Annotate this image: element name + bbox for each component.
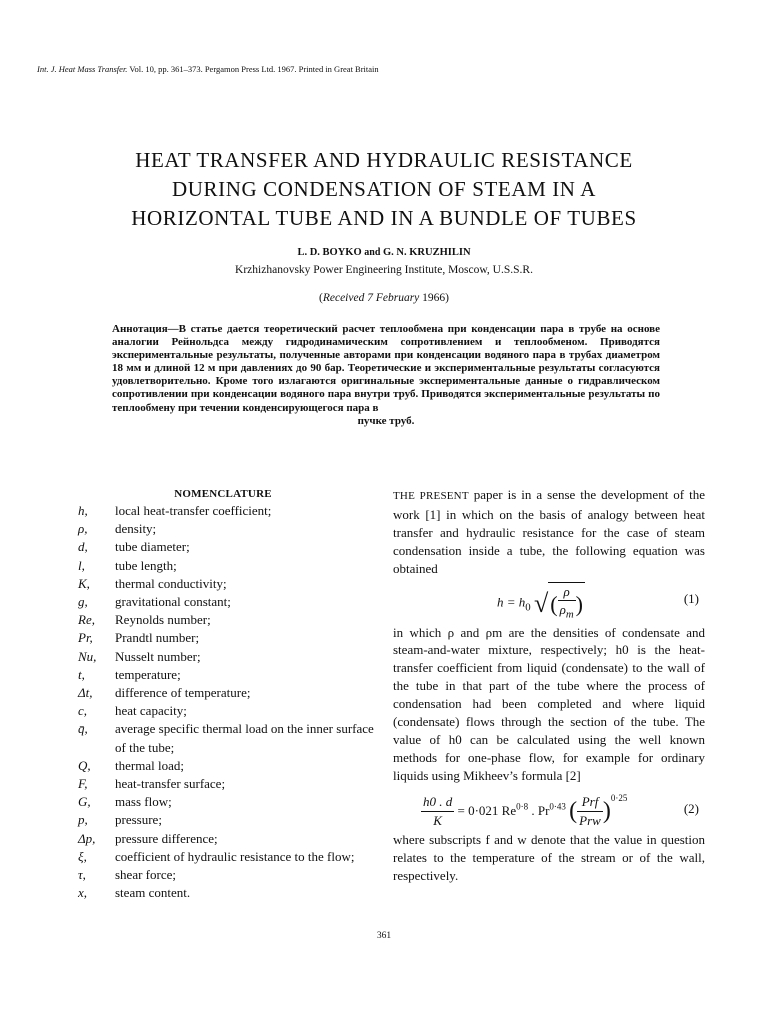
nomenclature-item	[78, 520, 378, 538]
nomenclature-symbol: Re,	[78, 612, 95, 628]
nomenclature-symbol: F,	[78, 776, 88, 792]
nomenclature-definition: thermal conductivity;	[115, 575, 227, 591]
nomenclature-item	[78, 629, 378, 647]
nomenclature-symbol: K,	[78, 575, 90, 591]
abstract-text: В статье дается теоретический расчет теплообмена при конденсации пара в трубе на основе аналогии Рейнольдса между гидродинамическим сопротивлением и теплообменом. Приводятся экспериментальные результаты, полученные авторами при конденсации водяного пара в трубах диаметром 18 мм и длиной 12 м при давлениях до 90 бар. Теоретические и экспериментальные результаты согласуются удовлетворительно. Кроме того излагаются оригинальные экспериментальные данные о гидравлическом сопротивлении при конденсации водяного пара внутри труб. Приводятся экспериментальные результаты по теплообмену при течении конденсирующегося пара в	[112, 323, 660, 414]
received-year: 1966)	[422, 292, 449, 304]
nomenclature-symbol: h,	[78, 503, 88, 518]
nomenclature-definition: pressure difference;	[115, 830, 218, 846]
paper-title	[40, 146, 728, 233]
nomenclature-definition: mass flow;	[115, 794, 172, 810]
journal-details: Vol. 10, pp. 361–373. Pergamon Press Ltd. 1967. Printed in Great Britain	[129, 64, 379, 74]
title-line-3: HORIZONTAL TUBE AND IN A BUNDLE OF TUBES	[131, 206, 637, 230]
nomenclature-definition: Nusselt number;	[115, 648, 201, 664]
institution: Krzhizhanovsky Power Engineering Institute, Moscow, U.S.S.R.	[235, 264, 533, 276]
nomenclature-symbol: c,	[78, 703, 88, 719]
nomenclature-item	[78, 848, 378, 866]
title-line-1: HEAT TRANSFER AND HYDRAULIC RESISTANCE	[135, 148, 633, 172]
nomenclature-symbol: Δt,	[78, 685, 93, 701]
abstract-last-line: пучке труб.	[357, 414, 415, 427]
nomenclature-definition: temperature;	[115, 666, 181, 682]
nomenclature-item	[78, 720, 378, 756]
author-2: G. N. KRUZHILIN	[383, 247, 471, 258]
nomenclature-item	[78, 538, 378, 556]
nomenclature-definition: heat-transfer surface;	[115, 776, 226, 792]
nomenclature-item	[78, 866, 378, 884]
nomenclature-item	[78, 757, 378, 775]
nomenclature-definition: difference of temperature;	[115, 685, 251, 701]
nomenclature-definition: density;	[115, 521, 157, 537]
received-day: 7 February	[367, 292, 420, 304]
nomenclature-item	[78, 884, 378, 902]
paragraph-3: where subscripts f and w denote that the value in question relates to the temperature of the stream or of the wall, respectively.	[393, 831, 705, 883]
nomenclature-symbol: l,	[78, 557, 85, 573]
paragraph-2: in which ρ and ρm are the densities of condensate and steam-and-water mixture, respectively; h0 is the heat-transfer coefficient from liquid (condensate) to the wall of the tube in that part of the tube where the process of condensation had been completed and where liquid (condensate) flows through the section of the tube. The value of h0 can be calculated using the well known methods for one-phase flow, for example for ordinary liquids using Mikheev’s formula [2]	[393, 624, 705, 783]
nomenclature-item	[78, 775, 378, 793]
abstract-label: Аннотация—	[112, 323, 179, 335]
nomenclature-item	[78, 702, 378, 720]
nomenclature	[78, 488, 378, 902]
nomenclature-item	[78, 502, 378, 520]
nomenclature-definition: Prandtl number;	[115, 630, 200, 646]
nomenclature-symbol: Δp,	[78, 830, 96, 846]
nomenclature-item	[78, 830, 378, 848]
page-number: 361	[376, 931, 392, 941]
nomenclature-definition: average specific thermal load on the inner surface of the tube;	[115, 721, 374, 755]
nomenclature-definition: steam content.	[115, 885, 191, 901]
paragraph-1: THE PRESENT paper is in a sense the development of the work [1] in which on the basis of analogy between heat transfer and hydraulic resistance for the case of steam condensation inside a tube, the following equation was obtained	[393, 487, 705, 576]
nomenclature-list	[78, 502, 378, 902]
nomenclature-symbol: τ,	[78, 867, 86, 883]
nomenclature-item	[78, 648, 378, 666]
equation-1-number: (1)	[683, 590, 699, 606]
nomenclature-definition: Reynolds number;	[115, 612, 211, 628]
nomenclature-item	[78, 793, 378, 811]
abstract	[112, 323, 660, 428]
authors	[0, 247, 768, 258]
nomenclature-symbol: p,	[78, 812, 88, 828]
nomenclature-symbol: x,	[78, 885, 88, 901]
nomenclature-definition: tube length;	[115, 557, 177, 573]
body-text	[393, 486, 705, 884]
sqrt-sign: √	[533, 588, 549, 618]
nomenclature-symbol: g,	[78, 594, 88, 610]
authors-and: and	[364, 247, 381, 258]
nomenclature-definition: tube diameter;	[115, 539, 190, 555]
nomenclature-item	[78, 811, 378, 829]
nomenclature-definition: gravitational constant;	[115, 594, 231, 610]
nomenclature-item	[78, 684, 378, 702]
nomenclature-item	[78, 593, 378, 611]
nomenclature-symbol: q̄,	[78, 721, 88, 737]
nomenclature-definition: shear force;	[115, 867, 176, 883]
equation-1: $h = h_0$ √( $\frac{\rho}{\rho_m}$ ) (1)	[393, 578, 705, 624]
journal-header	[37, 64, 379, 74]
nomenclature-symbol: Nu,	[78, 648, 97, 664]
nomenclature-symbol: d,	[78, 539, 88, 555]
nomenclature-symbol: ρ,	[78, 521, 88, 537]
journal-name: Int. J. Heat Mass Transfer.	[37, 64, 128, 74]
nomenclature-definition: thermal load;	[115, 757, 184, 773]
nomenclature-title: NOMENCLATURE	[174, 488, 272, 500]
nomenclature-symbol: Pr,	[78, 630, 93, 646]
nomenclature-symbol: G,	[78, 794, 91, 810]
nomenclature-definition: heat capacity;	[115, 703, 187, 719]
nomenclature-definition: pressure;	[115, 812, 162, 828]
nomenclature-item	[78, 666, 378, 684]
equation-2-number: (2)	[683, 800, 699, 816]
received-date: (Received 7 February 1966)	[319, 292, 449, 304]
nomenclature-definition: local heat-transfer coefficient;	[115, 503, 272, 518]
nomenclature-item	[78, 611, 378, 629]
nomenclature-symbol: Q,	[78, 757, 91, 773]
author-1: L. D. BOYKO	[297, 247, 362, 258]
title-line-2: DURING CONDENSATION OF STEAM IN A	[171, 177, 597, 201]
lead-caps: THE PRESENT	[393, 490, 469, 502]
nomenclature-symbol: t,	[78, 666, 85, 682]
received-label: Received	[322, 292, 365, 304]
nomenclature-item	[78, 575, 378, 593]
nomenclature-symbol: ξ,	[78, 848, 87, 864]
nomenclature-definition: coefficient of hydraulic resistance to the flow;	[115, 848, 355, 864]
equation-2: $\frac{h0 . d}{K}$ = 0·021 $Re^{0\cdot 8}$ . $Pr^{0\cdot 43}$ ( $\frac{\text{Prf}}{\text{Prw}}$ )$^{0\cdot 25}$ (2)	[423, 792, 699, 829]
nomenclature-item	[78, 557, 378, 575]
